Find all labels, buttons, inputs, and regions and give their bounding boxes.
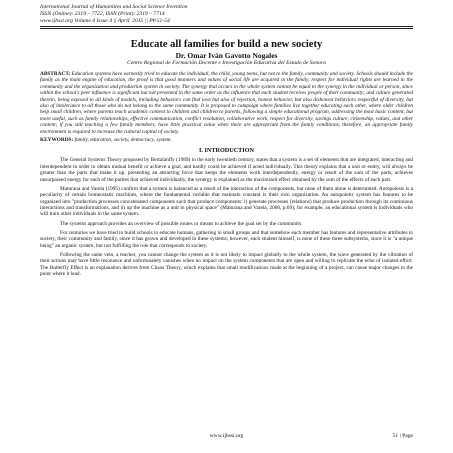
journal-name: International Journal of Humanities and Social Science Invention [40,4,188,10]
body-paragraph: The General Systems Theory proposed by Bertalanffy (1989) in the early twentieth century, states that a system is a set of elements that are integrated, interacting and interdependent in order to obtain mutual benefit or achieve a goal, and hardly could be achieved if acted individually. This theory explains that a unit or entity, will always be greater than the parts that make it up, presenting an attracting force that keeps the elements work interdependently, energy or result of the sum of the parts, achieves unsurpassed energy for each of the parties that achieved individually, the synergy is explained as the maximized effect obtained by the sum of the effects of each part. [40,157,413,183]
section-heading: I. INTRODUCTION [198,147,254,155]
body-paragraph: For centuries we have tried to build schools to educate humans, gathering in small groups and that somehow each member has features and representative attributes to society, their community and family, since it has grown and developed in these systems; however, each student himself, is none of these three subsystems, since it is "a unique being" an organic system, but not fulfilling the role that corresponds to society. [40,229,413,249]
abstract-label: ABSTRACT: [40,71,71,77]
body-paragraph: The systems approach provides an overview of possible routes or means to achieve the goal set by the community. [60,220,303,227]
header-rule-thin [40,28,413,29]
body-paragraph: Maturana and Varela (1995) confirm that a system is balanced as a result of the interaction of the components, but none of them alone is determined. Autopoiesis is a peculiarity of certain homeostatic machines, where the fundamental variable that maintain constant is their own organization. An autopoietic system has features to be organized into "production processes concatenated components such that produce components: i) generate processes (relations) that produce production through its continuous interactions and transformations, and ii) up the machine as a unit in physical space" (Maturana and Varela, 2006, p.69); for example, an educational system is individuals who will train other individuals in the same system. [40,185,413,218]
abstract-text: Education systems have earnestly tried to educate the individual, the child, young teens, but not to the family, community and society. Schools should include the family as the main engine of education, the proof is that good manners and values of social life are acquired in the family, respect for individual rights are learned in the community and the organization and production system in society. The synergy that occurs in the whole system cannot be equal to the synergy in the individual or person, since within the school's peer influence is significant but not presented in the same order as the influence that each student receives people of their community; and culture generated therein, being exposed to all kinds of models, including behaviors can find love but also of rejection, honest behavior, but also dishonest behaviors respectful of diversity, but also of intolerance to all those who do not belong to the same community. It is proposed to campaign where families live together educating each other, where older children help small children, where parents teach academic content to children and children to parents, following a simple educational program, addressing the most basic content, but more useful, such as family relationships, effective communication, conflict resolution, collaborative work, respect for diversity, savings culture, citizenship, values, and other content; if you still teaching a few family members, have little practical value when there are appropriate from the family conditions, therefore, an appropriate family environment is required to increase the cultural capital of society. [40,71,413,135]
header-rule [40,26,413,27]
footer-url: www.ijhssi.org [209,433,244,439]
paper-title: Educate all families for build a new society [130,39,323,50]
paper-affiliation: Centro Regional de Formación Docente e Investigación Educativa del Estado de Sonora [127,60,326,66]
journal-issn: ISSN (Online): 2319 – 7722, ISSN (Print): 2319 – 7714 [40,11,165,17]
journal-volume: www.ijhssi.org Volume 4 Issue 4 || April. 2015 || PP.51-54 [40,18,170,24]
keywords-label: KEYWORDS: [40,137,74,144]
journal-header [40,4,413,25]
keywords [40,137,413,143]
paper-author: Dr. Omar Iván Gavotto Nogales [175,51,278,60]
page-number: 51 | Page [392,433,413,439]
keywords-text: family, education, society, democracy, system. [74,137,172,144]
body-paragraph: Following the same vein, a teacher, you cannot change the system as it is not likely to impact globally to the whole system, the wave generated by the vibration of their actions may have little resonance and unfortunately vanishes when no impact on the system components that are open and willing to replicate the echo of isolated effort. The Butterfly Effect is an explanation derives from Chaos Theory, which explains that small modifications made at the beginning of a project, can cause major changes to the point where it lead. [40,251,413,277]
abstract [40,71,413,135]
